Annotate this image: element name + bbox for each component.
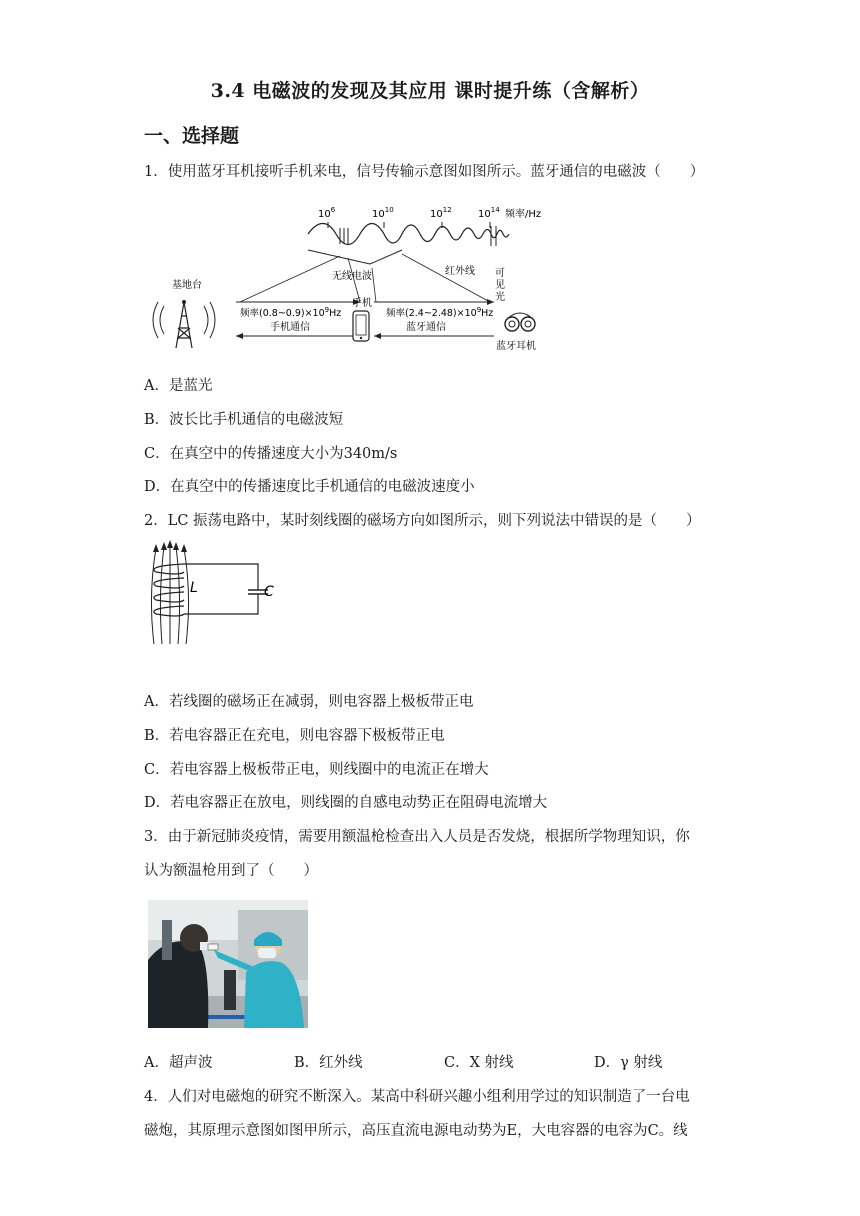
option-letter: B． — [144, 728, 170, 744]
question-2-option-a[interactable] — [144, 692, 473, 712]
option-letter: D． — [144, 479, 171, 495]
option-text: 在真空中的传播速度大小为340m/s — [169, 446, 398, 462]
option-text: γ 射线 — [620, 1055, 663, 1071]
option-letter: C． — [444, 1055, 470, 1071]
tick-10-10: $10^{10}$ — [372, 206, 394, 220]
section-title: 一、选择题 — [144, 125, 240, 147]
visible-light-label-2: 见 — [495, 280, 505, 291]
capacitor-label: C — [264, 584, 274, 600]
tick-10-12: $10^{12}$ — [430, 206, 452, 220]
bluetooth-comm-label: 蓝牙通信 — [406, 322, 446, 333]
bluetooth-frequency: 频率$(2.4\sim 2.48)\times 10^9Hz$ — [386, 306, 494, 319]
question-1-option-b[interactable] — [144, 410, 343, 430]
base-station-icon — [153, 300, 215, 348]
em-wave-curve — [308, 224, 509, 245]
question-3-option-c[interactable] — [444, 1053, 514, 1073]
phone-comm-frequency: 频率$(0.8\sim 0.9)\times 10^9Hz$ — [240, 306, 342, 319]
option-letter: A． — [144, 694, 169, 710]
option-letter: C． — [144, 446, 170, 462]
question-4-stem-line-1: 4．人们对电磁炮的研究不断深入。某高中科研兴趣小组利用学过的知识制造了一台电 — [144, 1089, 690, 1105]
option-text: 波长比手机通信的电磁波短 — [169, 412, 344, 428]
frequency-axis-label: 频率/Hz — [505, 209, 542, 220]
option-text: 若电容器上极板带正电，则线圈中的电流正在增大 — [169, 762, 489, 778]
option-text: 若线圈的磁场正在减弱，则电容器上极板带正电 — [168, 694, 474, 710]
phone-label: 手机 — [352, 298, 372, 309]
option-text: 若电容器正在充电，则电容器下极板带正电 — [169, 728, 445, 744]
question-2-stem: 2．LC 振荡电路中，某时刻线圈的磁场方向如图所示，则下列说法中错误的是（ ） — [144, 513, 701, 529]
question-1-option-a[interactable] — [144, 376, 212, 396]
tick-10-6: $10^6$ — [318, 206, 336, 220]
phone-icon — [353, 311, 369, 341]
phone-comm-label: 手机通信 — [270, 322, 310, 333]
question-4-stem-line-2: 磁炮，其原理示意图如图甲所示，高压直流电源电动势为E，大电容器的电容为C。线 — [144, 1123, 688, 1139]
tick-10-14: $10^{14}$ — [478, 206, 500, 220]
question-1-stem: 1．使用蓝牙耳机接听手机来电，信号传输示意图如图所示。蓝牙通信的电磁波（ ） — [144, 164, 705, 180]
lc-circuit-figure — [140, 540, 290, 648]
question-3-option-b[interactable] — [294, 1053, 363, 1073]
option-text: 是蓝光 — [168, 378, 213, 394]
question-1-option-d[interactable] — [144, 477, 475, 497]
option-text: 超声波 — [168, 1055, 213, 1071]
option-text: 红外线 — [319, 1055, 363, 1071]
em-spectrum-bluetooth-figure — [140, 198, 560, 358]
bluetooth-earphone-icon — [505, 313, 535, 331]
forehead-thermometer-photo — [148, 900, 308, 1028]
question-3-stem-line-1: 3．由于新冠肺炎疫情，需要用额温枪检查出入人员是否发烧，根据所学物理知识，你 — [144, 829, 690, 845]
option-letter: A． — [144, 1055, 169, 1071]
question-2-option-c[interactable] — [144, 760, 489, 780]
question-1-option-c[interactable] — [144, 444, 397, 464]
question-3-stem-line-2: 认为额温枪用到了（ ） — [144, 863, 318, 879]
question-2-option-b[interactable] — [144, 726, 445, 746]
infrared-label: 红外线 — [445, 266, 475, 277]
option-letter: B． — [294, 1055, 320, 1071]
question-2-option-d[interactable] — [144, 793, 547, 813]
option-text: X 射线 — [469, 1055, 514, 1071]
option-letter: D． — [594, 1055, 621, 1071]
base-station-label: 基地台 — [172, 280, 202, 291]
question-3-option-d[interactable] — [594, 1053, 662, 1073]
option-letter: C． — [144, 762, 170, 778]
question-3-option-a[interactable] — [144, 1053, 212, 1073]
option-letter: B． — [144, 412, 170, 428]
page-title: 3.4 电磁波的发现及其应用 课时提升练（含解析） — [210, 80, 650, 102]
option-text: 在真空中的传播速度比手机通信的电磁波速度小 — [170, 479, 475, 495]
visible-light-label-1: 可 — [495, 268, 505, 279]
visible-light-label-3: 光 — [495, 292, 505, 303]
radio-wave-label: 无线电波 — [332, 271, 372, 282]
inductor-label: L — [190, 580, 198, 596]
option-letter: D． — [144, 795, 171, 811]
magnetic-field-lines — [151, 544, 188, 644]
option-text: 若电容器正在放电，则线圈的自感电动势正在阻碍电流增大 — [170, 795, 548, 811]
earphone-label: 蓝牙耳机 — [496, 341, 536, 352]
option-letter: A． — [144, 378, 169, 394]
